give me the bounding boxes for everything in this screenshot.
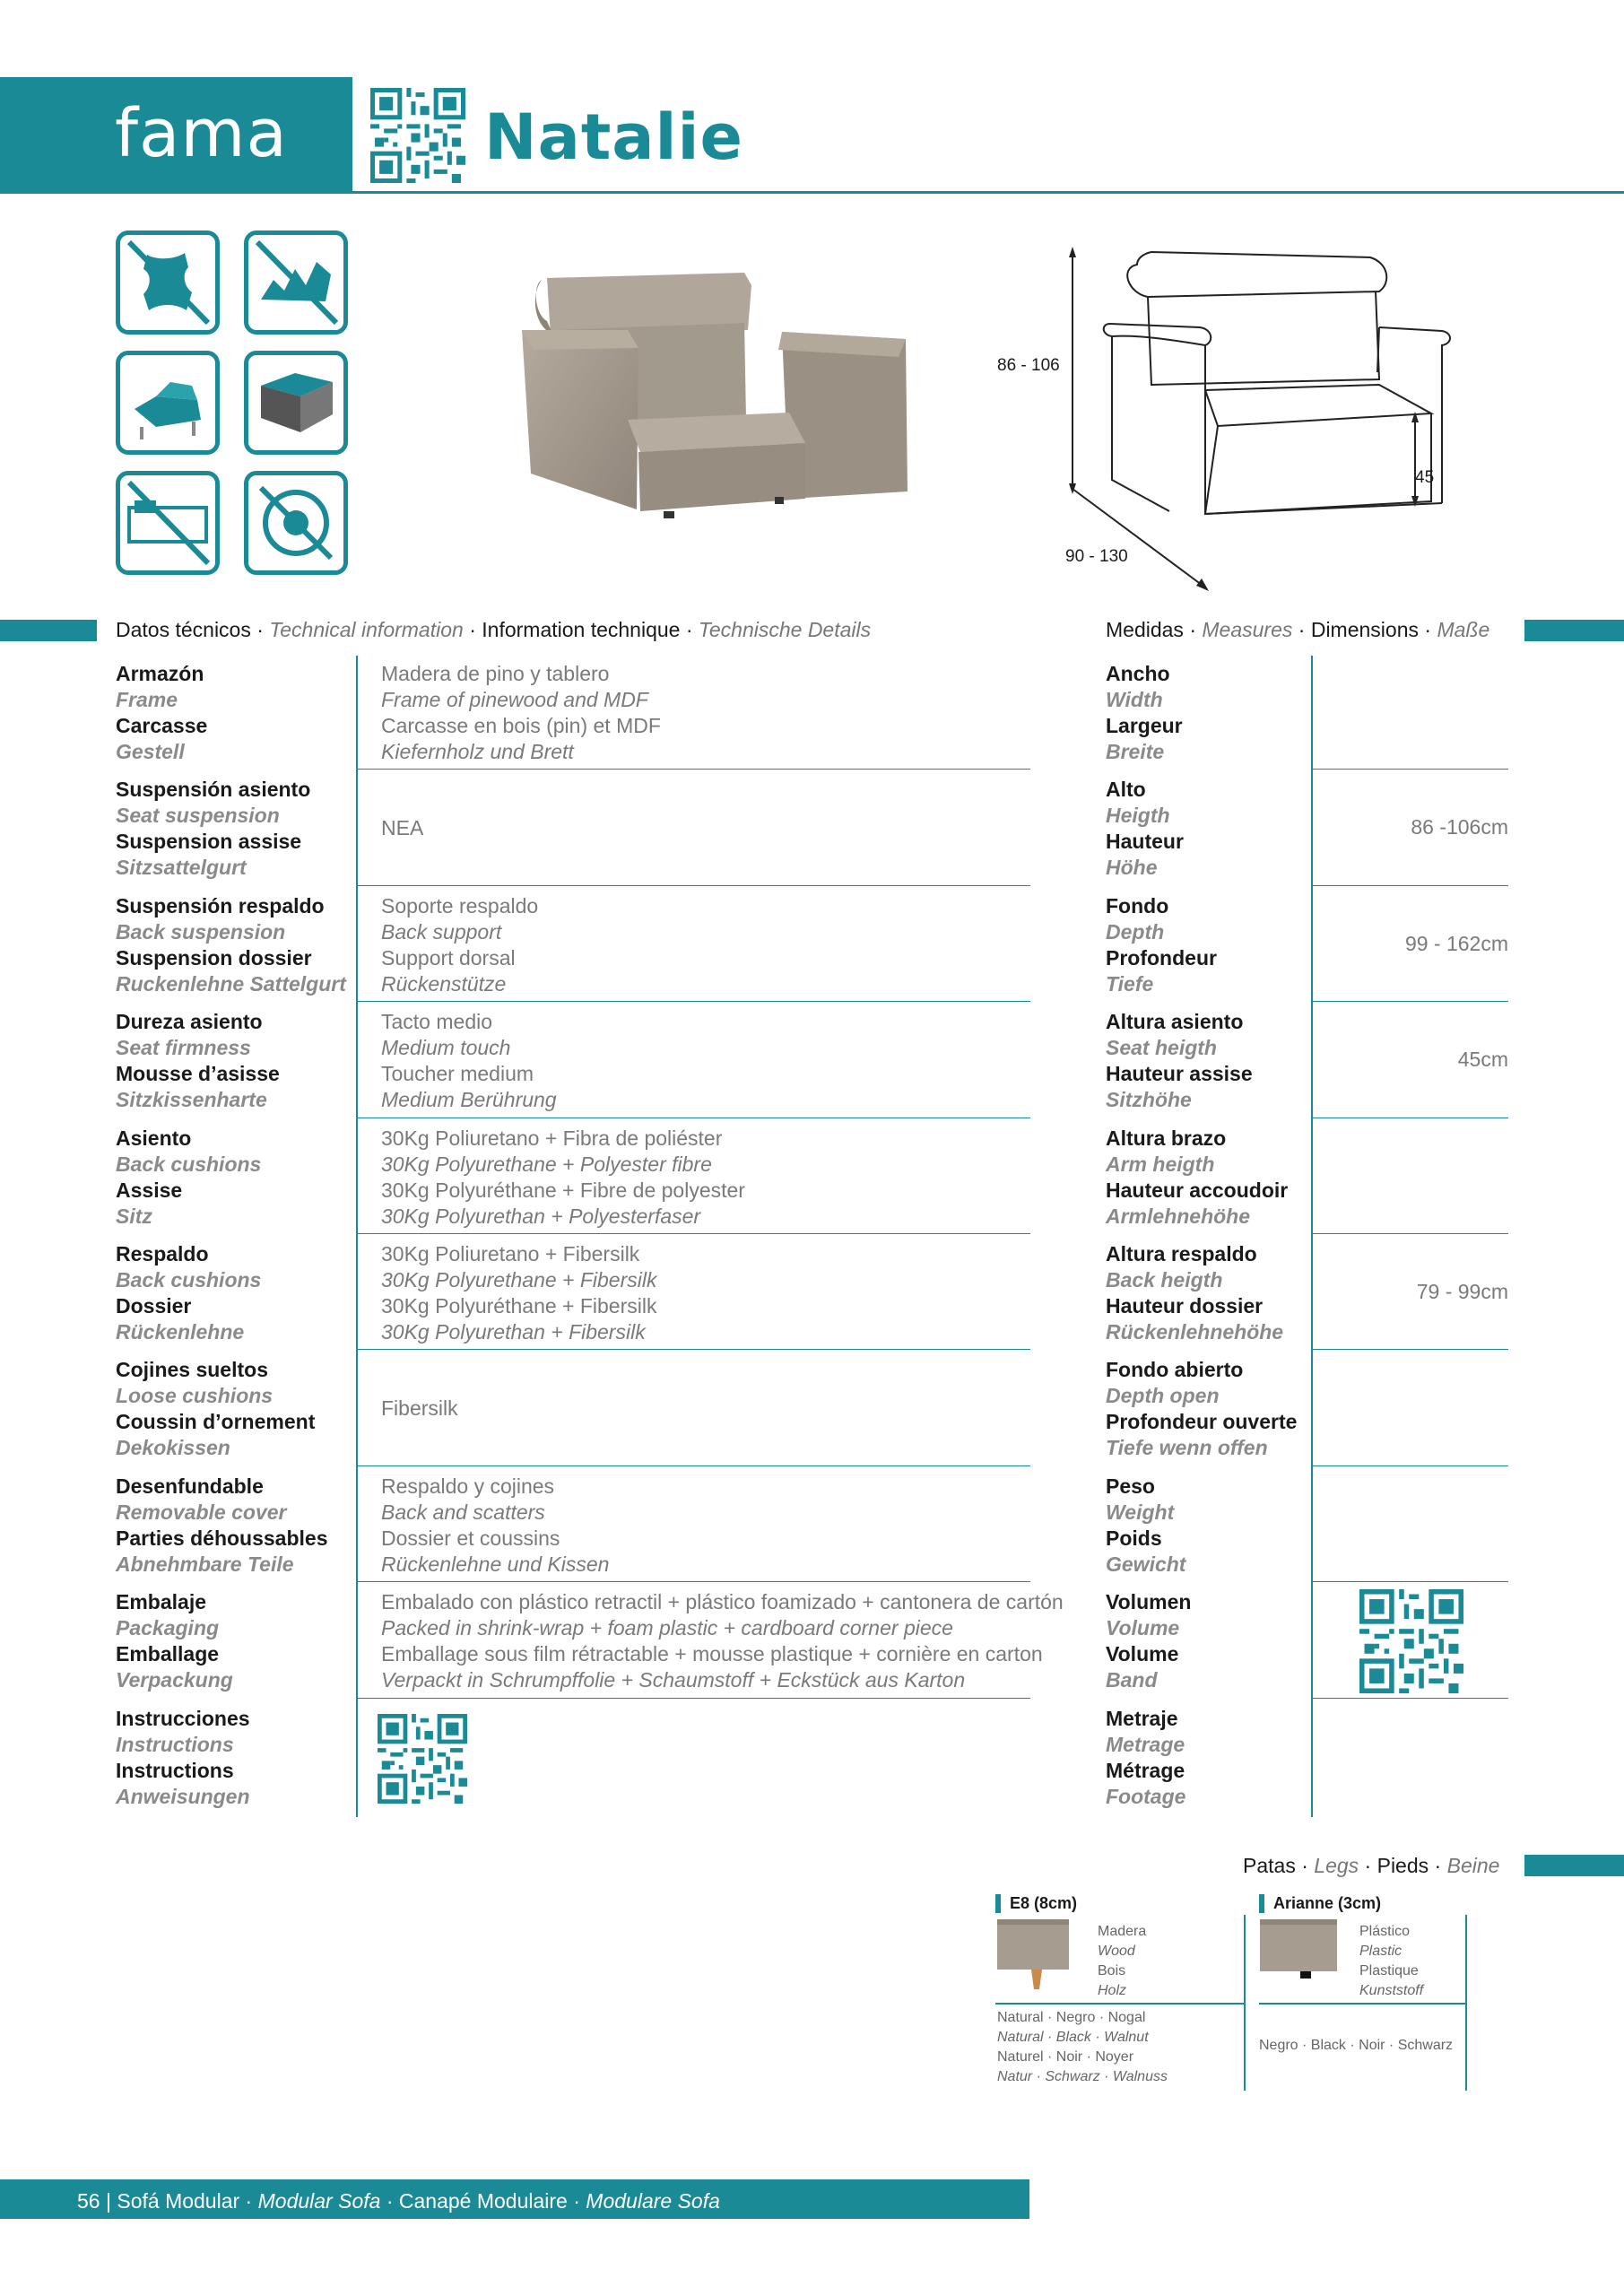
measure-value: 45cm xyxy=(1457,1048,1508,1072)
leg-arianne-rule xyxy=(1259,2003,1465,2005)
tech-row-value xyxy=(381,1009,557,1113)
leg-e8-material-en: Wood xyxy=(1098,1944,1135,1959)
measure-row-divider xyxy=(1311,1233,1508,1234)
tech-row-divider xyxy=(356,1233,1030,1234)
measure-label-line: Back heigth xyxy=(1106,1268,1223,1292)
legs-heading-de: Beine xyxy=(1446,1854,1500,1877)
tech-label-line: Gestell xyxy=(116,740,185,763)
tech-label-line: Suspension dossier xyxy=(116,945,312,970)
leg-arianne-material-en: Plastic xyxy=(1359,1944,1403,1959)
legs-heading-es: Patas xyxy=(1243,1854,1296,1877)
footer-text: 56 | Sofá Modular · Modular Sofa · Canapé Modulaire · Modulare Sofa xyxy=(77,2189,720,2213)
footer-en: Modular Sofa xyxy=(257,2189,381,2213)
tech-label-line: Instrucciones xyxy=(116,1706,250,1730)
tech-value-line: 30Kg Polyurethane + Fibersilk xyxy=(381,1268,657,1292)
legs-heading-fr: Pieds xyxy=(1376,1854,1429,1877)
measure-label-line: Seat heigth xyxy=(1106,1036,1217,1060)
tech-label-line: Embalaje xyxy=(116,1590,206,1614)
tech-row-divider xyxy=(356,1001,1030,1002)
measure-row-divider xyxy=(1311,1465,1508,1466)
tech-label-line: Sitzkissenharte xyxy=(116,1088,267,1112)
tech-label-line: Back cushions xyxy=(116,1152,262,1176)
tech-divider xyxy=(356,656,358,1817)
measure-label-line: Profondeur ouverte xyxy=(1106,1410,1298,1434)
tech-value-line: Medium Berührung xyxy=(381,1088,557,1112)
measure-label-line: Breite xyxy=(1106,740,1165,763)
tech-label-line: Dossier xyxy=(116,1294,192,1318)
measure-value: 79 - 99cm xyxy=(1416,1280,1508,1303)
measure-row-label xyxy=(1106,1474,1185,1578)
tech-label-line: Ruckenlehne Sattelgurt xyxy=(116,971,346,996)
tech-label-line: Rückenlehne xyxy=(116,1320,245,1344)
measure-label-line: Largeur xyxy=(1106,714,1183,737)
measure-label-line: Volume xyxy=(1106,1642,1179,1666)
tech-row-value xyxy=(381,815,423,841)
footer-fr: Canapé Modulaire xyxy=(398,2189,568,2213)
measure-label-line: Altura asiento xyxy=(1106,1010,1244,1034)
tech-row-label xyxy=(116,1241,261,1345)
tech-label-line: Verpackung xyxy=(116,1668,233,1692)
leg-e8-colors xyxy=(997,2008,1168,2087)
no-bed-icon xyxy=(120,475,215,570)
leg-e8-image xyxy=(997,1919,1078,1989)
leg-right-border xyxy=(1465,1915,1467,2091)
no-swivel-icon xyxy=(248,475,343,570)
tech-label-line: Anweisungen xyxy=(116,1784,250,1808)
measure-label-line: Volumen xyxy=(1106,1590,1192,1614)
measure-label-line: Metrage xyxy=(1106,1732,1185,1756)
tech-label-line: Carcasse xyxy=(116,714,208,737)
tech-label-line: Seat suspension xyxy=(116,804,280,828)
leg-arianne-material-de: Kunststoff xyxy=(1359,1983,1424,1998)
measure-row-divider xyxy=(1311,1698,1508,1699)
measure-row-label xyxy=(1106,777,1184,881)
tech-value-line: Verpackt in Schrumpffolie + Schaumstoff + Eckstück aus Karton xyxy=(381,1668,966,1692)
tech-heading-de: Technische Details xyxy=(698,618,872,641)
tech-row-label xyxy=(116,1589,233,1693)
measures-heading: Medidas · Measures · Dimensions · Maße xyxy=(1106,618,1490,641)
leg-arianne-material xyxy=(1359,1922,1423,2001)
measure-label-line: Arm heigth xyxy=(1106,1152,1215,1176)
no-fabric-swatch-icon xyxy=(248,235,343,330)
tech-value-line: Madera de pino y tablero xyxy=(381,662,610,685)
tech-value-line: Fibersilk xyxy=(381,1396,458,1421)
measure-label-line: Metraje xyxy=(1106,1706,1178,1730)
measure-row-label xyxy=(1106,1126,1288,1230)
tech-value-line: Toucher medium xyxy=(381,1062,534,1086)
leg-arianne-colors-text: Negro · Black · Noir · Schwarz xyxy=(1259,2038,1454,2053)
legs-heading-en: Legs xyxy=(1314,1854,1359,1877)
leg-divider xyxy=(1244,1915,1246,2091)
leg-e8-material-fr: Bois xyxy=(1098,1963,1126,1979)
measure-label-line: Footage xyxy=(1106,1784,1186,1808)
product-photo xyxy=(520,267,915,547)
no-leather-icon xyxy=(120,235,215,330)
tech-row-label xyxy=(116,893,346,997)
tech-label-line: Cojines sueltos xyxy=(116,1358,268,1382)
measure-row-label xyxy=(1106,1589,1191,1693)
leg-e8-title: E8 (8cm) xyxy=(995,1894,1077,1913)
tech-label-line: Seat firmness xyxy=(116,1036,251,1060)
tech-label-line: Loose cushions xyxy=(116,1384,274,1408)
measure-label-line: Tiefe xyxy=(1106,971,1154,996)
tech-heading-en: Technical information xyxy=(269,618,464,641)
feature-no-fabric xyxy=(244,230,348,335)
tech-row-label xyxy=(116,1357,315,1461)
tech-value-line: 30Kg Polyurethan + Fibersilk xyxy=(381,1320,646,1344)
leg-e8-colors-de: Natur · Schwarz · Walnuss xyxy=(997,2069,1168,2084)
measure-row-divider xyxy=(1311,1581,1508,1582)
tech-row-divider xyxy=(356,769,1030,770)
instructions-qr-code[interactable] xyxy=(378,1714,467,1804)
tech-label-line: Abnehmbare Teile xyxy=(116,1552,294,1576)
measure-label-line: Alto xyxy=(1106,778,1146,802)
tech-label-line: Respaldo xyxy=(116,1242,209,1265)
measure-label-line: Hauteur assise xyxy=(1106,1062,1253,1086)
tech-row-value xyxy=(381,1474,609,1578)
tech-row-divider xyxy=(356,885,1030,886)
tech-value-line: Tacto medio xyxy=(381,1010,493,1034)
tech-label-line: Armazón xyxy=(116,662,204,685)
measure-label-line: Volume xyxy=(1106,1616,1180,1640)
measure-label-line: Ancho xyxy=(1106,662,1170,685)
measure-label-line: Altura brazo xyxy=(1106,1126,1227,1150)
tech-row-label xyxy=(116,1126,261,1230)
seat-dimension-label: 45 xyxy=(1415,468,1435,487)
measures-heading-stripe xyxy=(1524,620,1624,641)
tech-value-line: Dossier et coussins xyxy=(381,1526,560,1550)
measure-value: 86 -106cm xyxy=(1411,815,1508,839)
tech-value-line: Embalado con plástico retractil + plástico foamizado + cantonera de cartón xyxy=(381,1590,1064,1614)
feature-storage xyxy=(244,351,348,455)
page-number: 56 xyxy=(77,2189,100,2213)
tech-label-line: Assise xyxy=(116,1178,183,1202)
legs-heading: Patas · Legs · Pieds · Beine xyxy=(1243,1854,1500,1877)
tech-heading-fr: Information technique xyxy=(482,618,681,641)
measure-label-line: Armlehnehöhe xyxy=(1106,1204,1251,1228)
tech-value-line: 30Kg Poliuretano + Fibra de poliéster xyxy=(381,1126,723,1150)
measure-label-line: Hauteur accoudoir xyxy=(1106,1178,1289,1202)
leg-arianne-title: Arianne (3cm) xyxy=(1259,1894,1381,1913)
tech-heading-es: Datos técnicos xyxy=(116,618,251,641)
tech-value-line: Back and scatters xyxy=(381,1500,545,1524)
tech-value-line: Kiefernholz und Brett xyxy=(381,740,574,763)
brand-bar xyxy=(0,77,352,194)
leg-arianne-colors xyxy=(1259,2036,1453,2056)
footer-de: Modulare Sofa xyxy=(586,2189,720,2213)
leg-arianne-image xyxy=(1260,1919,1341,1989)
tech-row-value xyxy=(381,661,661,765)
measure-label-line: Sitzhöhe xyxy=(1106,1088,1192,1112)
tech-label-line: Packaging xyxy=(116,1616,220,1640)
tech-row-divider xyxy=(356,1581,1030,1582)
tech-value-line: Rückenlehne und Kissen xyxy=(381,1552,610,1576)
tech-row-value xyxy=(381,1126,745,1230)
feature-recliner xyxy=(116,351,220,455)
measure-row-label xyxy=(1106,1009,1253,1113)
tech-row-label xyxy=(116,661,207,765)
measure-row-divider xyxy=(1311,885,1508,886)
tech-value-line: 30Kg Polyuréthane + Fibersilk xyxy=(381,1294,657,1318)
tech-row-divider xyxy=(356,1698,1030,1699)
tech-heading-stripe xyxy=(0,620,97,641)
tech-row-value xyxy=(381,1589,1064,1693)
tech-label-line: Suspensión asiento xyxy=(116,778,311,802)
leg-arianne-material-es: Plástico xyxy=(1359,1924,1411,1939)
measure-label-line: Höhe xyxy=(1106,856,1158,880)
tech-value-line: 30Kg Polyurethan + Polyesterfaser xyxy=(381,1204,701,1228)
product-qr-code[interactable] xyxy=(370,88,465,183)
storage-box-icon xyxy=(248,355,343,450)
measures-heading-de: Maße xyxy=(1437,618,1490,641)
header-rule xyxy=(352,191,1624,194)
tech-row-label xyxy=(116,1009,280,1113)
tech-label-line: Asiento xyxy=(116,1126,192,1150)
measure-label-line: Gewicht xyxy=(1106,1552,1186,1576)
measures-heading-fr: Dimensions xyxy=(1310,618,1419,641)
measure-label-line: Band xyxy=(1106,1668,1158,1692)
tech-value-line: Rückenstütze xyxy=(381,971,507,996)
measure-label-line: Width xyxy=(1106,688,1163,711)
legs-heading-stripe xyxy=(1524,1855,1624,1876)
measure-label-line: Rückenlehnehöhe xyxy=(1106,1320,1284,1344)
tech-label-line: Dekokissen xyxy=(116,1436,230,1460)
tech-label-line: Suspensión respaldo xyxy=(116,893,325,918)
tech-label-line: Sitz xyxy=(116,1204,152,1228)
tech-value-line: Frame of pinewood and MDF xyxy=(381,688,648,711)
measure-label-line: Peso xyxy=(1106,1474,1155,1498)
measure-row-divider xyxy=(1311,1001,1508,1002)
tech-label-line: Instructions xyxy=(116,1758,234,1782)
leg-e8-material-es: Madera xyxy=(1098,1924,1147,1939)
measure-row-label xyxy=(1106,893,1217,997)
tech-label-line: Dureza asiento xyxy=(116,1010,263,1034)
tech-value-line: 30Kg Polyurethane + Polyester fibre xyxy=(381,1152,712,1176)
height-dimension-label: 86 - 106 xyxy=(997,356,1060,375)
tech-label-line: Back suspension xyxy=(116,919,286,944)
measure-label-line: Altura respaldo xyxy=(1106,1242,1257,1265)
feature-no-bed xyxy=(116,471,220,575)
product-title: Natalie xyxy=(484,100,743,174)
measures-heading-es: Medidas xyxy=(1106,618,1184,641)
measure-label-line: Fondo abierto xyxy=(1106,1358,1244,1382)
tech-value-line: Respaldo y cojines xyxy=(381,1474,555,1498)
tech-value-line: 30Kg Polyuréthane + Fibre de polyester xyxy=(381,1178,745,1202)
measure-row-label xyxy=(1106,1241,1283,1345)
tech-row-divider xyxy=(356,1465,1030,1466)
tech-value-line: 30Kg Poliuretano + Fibersilk xyxy=(381,1242,640,1265)
feature-no-leather xyxy=(116,230,220,335)
measure-value: 99 - 162cm xyxy=(1404,931,1508,955)
recliner-icon xyxy=(120,355,215,450)
leg-e8-material xyxy=(1098,1922,1146,2001)
tech-row-divider xyxy=(356,1349,1030,1350)
feature-no-swivel xyxy=(244,471,348,575)
measure-label-line: Heigth xyxy=(1106,804,1170,828)
tech-label-line: Parties déhoussables xyxy=(116,1526,328,1550)
measure-label-line: Hauteur dossier xyxy=(1106,1294,1264,1318)
leg-e8-colors-es: Natural · Negro · Nogal xyxy=(997,2010,1146,2025)
tech-label-line: Removable cover xyxy=(116,1500,287,1524)
measure-row-label xyxy=(1106,661,1183,765)
measure-row-divider xyxy=(1311,1349,1508,1350)
tech-value-line: Back support xyxy=(381,919,502,944)
measure-label-line: Fondo xyxy=(1106,893,1169,918)
leg-e8-colors-fr: Naturel · Noir · Noyer xyxy=(997,2049,1134,2065)
tech-label-line: Desenfundable xyxy=(116,1474,264,1498)
tech-label-line: Sitzsattelgurt xyxy=(116,856,247,880)
measures-divider xyxy=(1311,656,1313,1817)
measure-label-line: Depth xyxy=(1106,919,1165,944)
tech-value-line: NEA xyxy=(381,816,424,840)
measure-row-divider xyxy=(1311,769,1508,770)
tech-label-line: Back cushions xyxy=(116,1268,262,1292)
measure-row-label xyxy=(1106,1706,1185,1810)
tech-value-line: Medium touch xyxy=(381,1036,511,1060)
tech-row-value xyxy=(381,1241,656,1345)
tech-row-value xyxy=(381,1396,458,1422)
tech-value-line: Emballage sous film rétractable + mousse plastique + cornière en carton xyxy=(381,1642,1043,1666)
depth-dimension-label: 90 - 130 xyxy=(1065,547,1128,566)
tech-row-label xyxy=(116,777,310,881)
tech-value-line: Carcasse en bois (pin) et MDF xyxy=(381,714,661,737)
tech-label-line: Mousse d’asisse xyxy=(116,1062,280,1086)
footer-es: Sofá Modular xyxy=(117,2189,240,2213)
measure-label-line: Profondeur xyxy=(1106,945,1217,970)
measure-label-line: Weight xyxy=(1106,1500,1175,1524)
measure-label-line: Tiefe wenn offen xyxy=(1106,1436,1268,1460)
tech-heading: Datos técnicos · Technical information · Information technique · Technische Details xyxy=(116,618,872,641)
measure-label-line: Métrage xyxy=(1106,1758,1185,1782)
tech-label-line: Suspension assise xyxy=(116,830,302,854)
leg-e8-colors-en: Natural · Black · Walnut xyxy=(997,2030,1149,2045)
leg-arianne-material-fr: Plastique xyxy=(1359,1963,1419,1979)
tech-label-line: Emballage xyxy=(116,1642,220,1666)
tech-row-label xyxy=(116,1706,250,1810)
measures-qr-code[interactable] xyxy=(1359,1589,1463,1693)
leg-e8-rule xyxy=(995,2003,1244,2005)
brand-logo: fama xyxy=(115,95,288,172)
tech-label-line: Frame xyxy=(116,688,178,711)
measure-label-line: Hauteur xyxy=(1106,830,1184,854)
tech-label-line: Instructions xyxy=(116,1732,234,1756)
tech-value-line: Soporte respaldo xyxy=(381,893,539,918)
tech-row-value xyxy=(381,893,538,997)
measure-row-label xyxy=(1106,1357,1297,1461)
leg-e8-material-de: Holz xyxy=(1098,1983,1127,1998)
measure-label-line: Depth open xyxy=(1106,1384,1220,1408)
tech-value-line: Support dorsal xyxy=(381,945,516,970)
tech-value-line: Packed in shrink-wrap + foam plastic + cardboard corner piece xyxy=(381,1616,953,1640)
measure-label-line: Poids xyxy=(1106,1526,1162,1550)
measures-heading-en: Measures xyxy=(1202,618,1293,641)
tech-label-line: Coussin d’ornement xyxy=(116,1410,316,1434)
tech-row-label xyxy=(116,1474,328,1578)
